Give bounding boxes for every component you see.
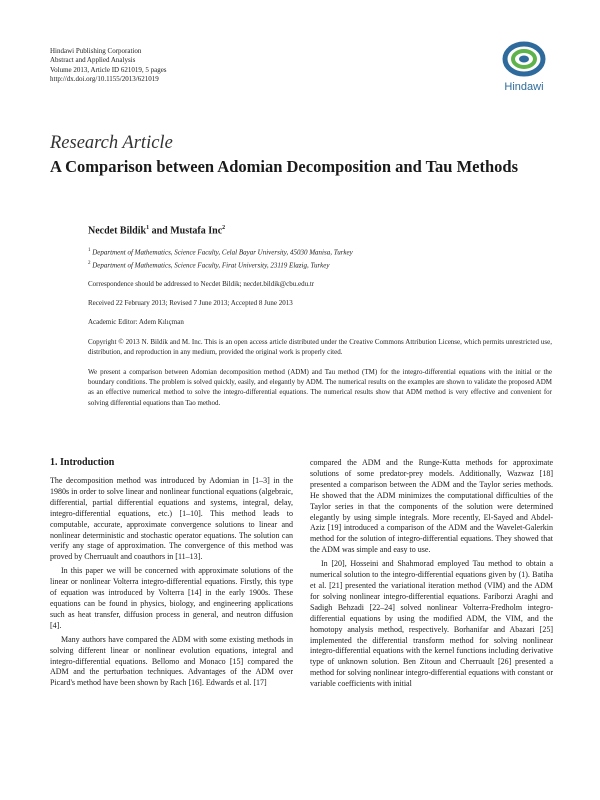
abstract: We present a comparison between Adomian decomposition method (ADM) and Tau method (TM) for the integro-differential equations with the initial or the boundary conditions. The problem is solved quickly, easily, and elegantly by ADM. The numerical results on the examples are shown to validate the proposed ADM as an effective numerical method to solve the integro-differential equations. The numerical results show that ADM method is very effective and convenient for solving differential equations than Tao method. xyxy=(88,368,552,407)
dates: Received 22 February 2013; Revised 7 June 2013; Accepted 8 June 2013 xyxy=(88,299,293,307)
copyright-notice: Copyright © 2013 N. Bildik and M. Inc. This is an open access article distributed under the Creative Commons Attribution License, which permits unrestricted use, distribution, and reproduction in any medium, provided the original work is properly cited. xyxy=(88,338,552,357)
doi-link[interactable]: http://dx.doi.org/10.1155/2013/621019 xyxy=(50,75,159,84)
hindawi-logo-icon xyxy=(502,40,546,78)
paragraph: Many authors have compared the ADM with some existing methods in solving different linear or nonlinear evolution equations, integral and integro-differential equations. Bellomo and Monaco [15] compared the ADM and the perturbation techniques. Advantages of the ADM over Picard's method have been shown by Rach [16]. Edwards et al. [17] xyxy=(50,634,293,688)
author-2-affil: 2 xyxy=(222,225,226,231)
publisher-line: Hindawi Publishing Corporation xyxy=(50,47,142,55)
affiliation-2-mark: 2 xyxy=(88,261,91,266)
journal-header xyxy=(50,47,167,85)
paragraph: In [20], Hosseini and Shahmorad employed Tau method to obtain a numerical solution to the integro-differential equations given by (1). Batiha et al. [21] presented the variational iteration method (VIM) and the ADM for solving nonlinear integro-differential equations. Fariborzi Araghi and Sadigh Behzadi [22–24] solved nonlinear Volterra-Fredholm integro-differential equations by using the modified ADM, the VIM, and the homotopy analysis method, respectively. Borhanifar and Abazari [25] implemented the differential transform method for solving nonlinear integro-differential equations with the kernel functions including derivative type of unknown solution. Ben Zitoun and Cherruault [26] presented a method for solving nonlinear integro-differential equations with constant or variable coefficients with initial xyxy=(310,559,553,689)
affiliation-1-mark: 1 xyxy=(88,248,91,253)
author-1-affil: 1 xyxy=(146,225,150,231)
author-list xyxy=(88,225,225,236)
section-title-introduction: 1. Introduction xyxy=(50,457,115,468)
paragraph: In this paper we will be concerned with approximate solutions of the linear or nonlinear Volterra integro-differential equations. Firstly, this type of equation was introduced by Volterra [14] in the early 1900s. These equations can be found in physics, biology, and engineering applications such as heat transfer, diffusion process in general, and neutron diffusion [4]. xyxy=(50,566,293,630)
affiliation-2-text: Department of Mathematics, Science Faculty, Firat University, 23119 Elazig, Turkey xyxy=(92,261,330,270)
correspondence: Correspondence should be addressed to Necdet Bildik; necdet.bildik@cbu.edu.tr xyxy=(88,280,315,288)
author-1: Necdet Bildik xyxy=(88,225,147,237)
academic-editor: Academic Editor: Adem Kılıçman xyxy=(88,318,184,326)
affiliation-1 xyxy=(88,248,353,256)
paragraph: compared the ADM and the Runge-Kutta methods for approximate solutions of some predator-prey models. Additionally, Wazwaz [18] presented a comparison between the ADM and the Taylor series methods. He showed that the ADM minimizes the computational difficulties of the Taylor series in that the components of the solution were determined elegantly by using simple integrals. More recently, El-Sayed and Abdel-Aziz [19] introduced a comparison of the ADM and the Wavelet-Galerkin method for the solution of integro-differential equations. They showed that the ADM was simple and easy to use. xyxy=(310,458,553,555)
affiliation-2 xyxy=(88,261,330,269)
affiliation-1-text: Department of Mathematics, Science Faculty, Celal Bayar University, 45030 Manisa, Turkey xyxy=(92,248,353,257)
article-type: Research Article xyxy=(50,133,173,153)
right-column xyxy=(310,458,553,693)
author-conjunction: and xyxy=(149,225,171,237)
logo-text: Hindawi xyxy=(504,81,544,93)
paper-title: A Comparison between Adomian Decomposition and Tau Methods xyxy=(50,157,519,176)
left-column xyxy=(50,476,293,692)
hindawi-logo xyxy=(493,40,555,93)
journal-line: Abstract and Applied Analysis xyxy=(50,56,136,65)
author-2: Mustafa Inc xyxy=(170,225,223,237)
volume-line: Volume 2013, Article ID 621019, 5 pages xyxy=(50,65,167,74)
paragraph: The decomposition method was introduced by Adomian in [1–3] in the 1980s in order to solve linear and nonlinear functional equations (algebraic, differential, partial differential equations and systems, integral, delay, integro-differential equations, etc.) [1–10]. This method leads to computable, accurate, approximate convergence solutions to linear and nonlinear deterministic and stochastic operator equations. The solution can verify any stage of approximation. The convergence of this method was proved by Cherruault and coauthors in [11–13]. xyxy=(50,476,293,562)
